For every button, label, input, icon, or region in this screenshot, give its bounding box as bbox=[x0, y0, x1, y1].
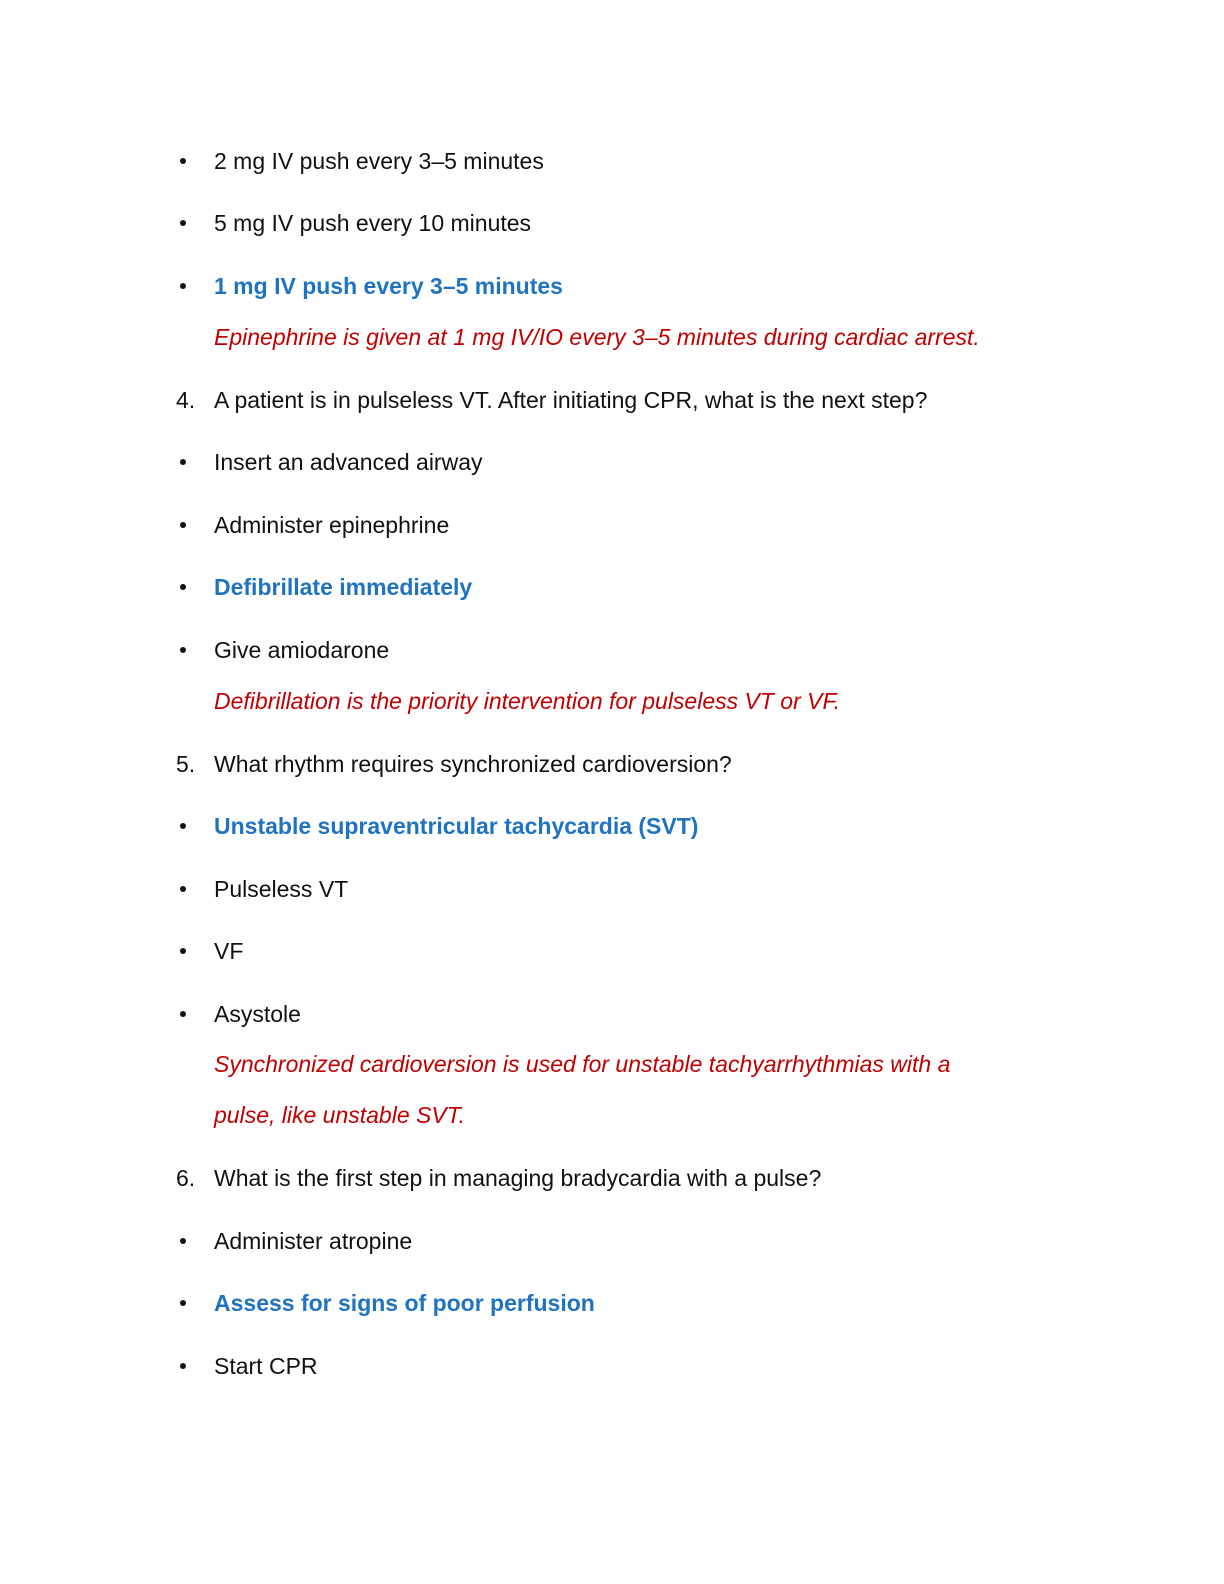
option-text: VF bbox=[214, 938, 244, 964]
question-number: 4. bbox=[176, 387, 196, 413]
explanation-text: pulse, like unstable SVT. bbox=[214, 1102, 466, 1128]
option-text: 5 mg IV push every 10 minutes bbox=[214, 210, 532, 236]
option-text: Asystole bbox=[214, 1001, 301, 1027]
explanation-text: Defibrillation is the priority intervention for pulseless VT or VF. bbox=[214, 688, 840, 714]
bullet-icon bbox=[176, 874, 190, 904]
option-text: Start CPR bbox=[214, 1353, 318, 1379]
correct-option-text: Assess for signs of poor perfusion bbox=[214, 1290, 595, 1316]
bullet-icon bbox=[176, 999, 190, 1029]
explanation-text: Epinephrine is given at 1 mg IV/IO every 3–5 minutes during cardiac arrest. bbox=[214, 324, 980, 350]
option-text: Administer atropine bbox=[214, 1228, 413, 1254]
bullet-icon bbox=[176, 1351, 190, 1381]
bullet-icon bbox=[176, 447, 190, 477]
bullet-icon bbox=[176, 635, 190, 665]
question-number: 5. bbox=[176, 751, 196, 777]
bullet-icon bbox=[176, 271, 190, 301]
bullet-icon bbox=[176, 936, 190, 966]
option-text: Give amiodarone bbox=[214, 637, 390, 663]
bullet-icon bbox=[176, 1226, 190, 1256]
bullet-icon bbox=[176, 1288, 190, 1318]
correct-option-text: 1 mg IV push every 3–5 minutes bbox=[214, 273, 563, 299]
question-text: What is the first step in managing bradycardia with a pulse? bbox=[214, 1165, 822, 1191]
correct-option-text: Defibrillate immediately bbox=[214, 574, 473, 600]
option-text: 2 mg IV push every 3–5 minutes bbox=[214, 148, 544, 174]
bullet-icon bbox=[176, 572, 190, 602]
correct-option-text: Unstable supraventricular tachycardia (SVT) bbox=[214, 813, 699, 839]
option-text: Administer epinephrine bbox=[214, 512, 450, 538]
option-text: Insert an advanced airway bbox=[214, 449, 483, 475]
bullet-icon bbox=[176, 146, 190, 176]
question-text: What rhythm requires synchronized cardioversion? bbox=[214, 751, 732, 777]
bullet-icon bbox=[176, 510, 190, 540]
explanation-text: Synchronized cardioversion is used for unstable tachyarrhythmias with a bbox=[214, 1051, 951, 1077]
option-text: Pulseless VT bbox=[214, 876, 349, 902]
question-text: A patient is in pulseless VT. After initiating CPR, what is the next step? bbox=[214, 387, 928, 413]
bullet-icon bbox=[176, 811, 190, 841]
question-number: 6. bbox=[176, 1165, 196, 1191]
bullet-icon bbox=[176, 208, 190, 238]
